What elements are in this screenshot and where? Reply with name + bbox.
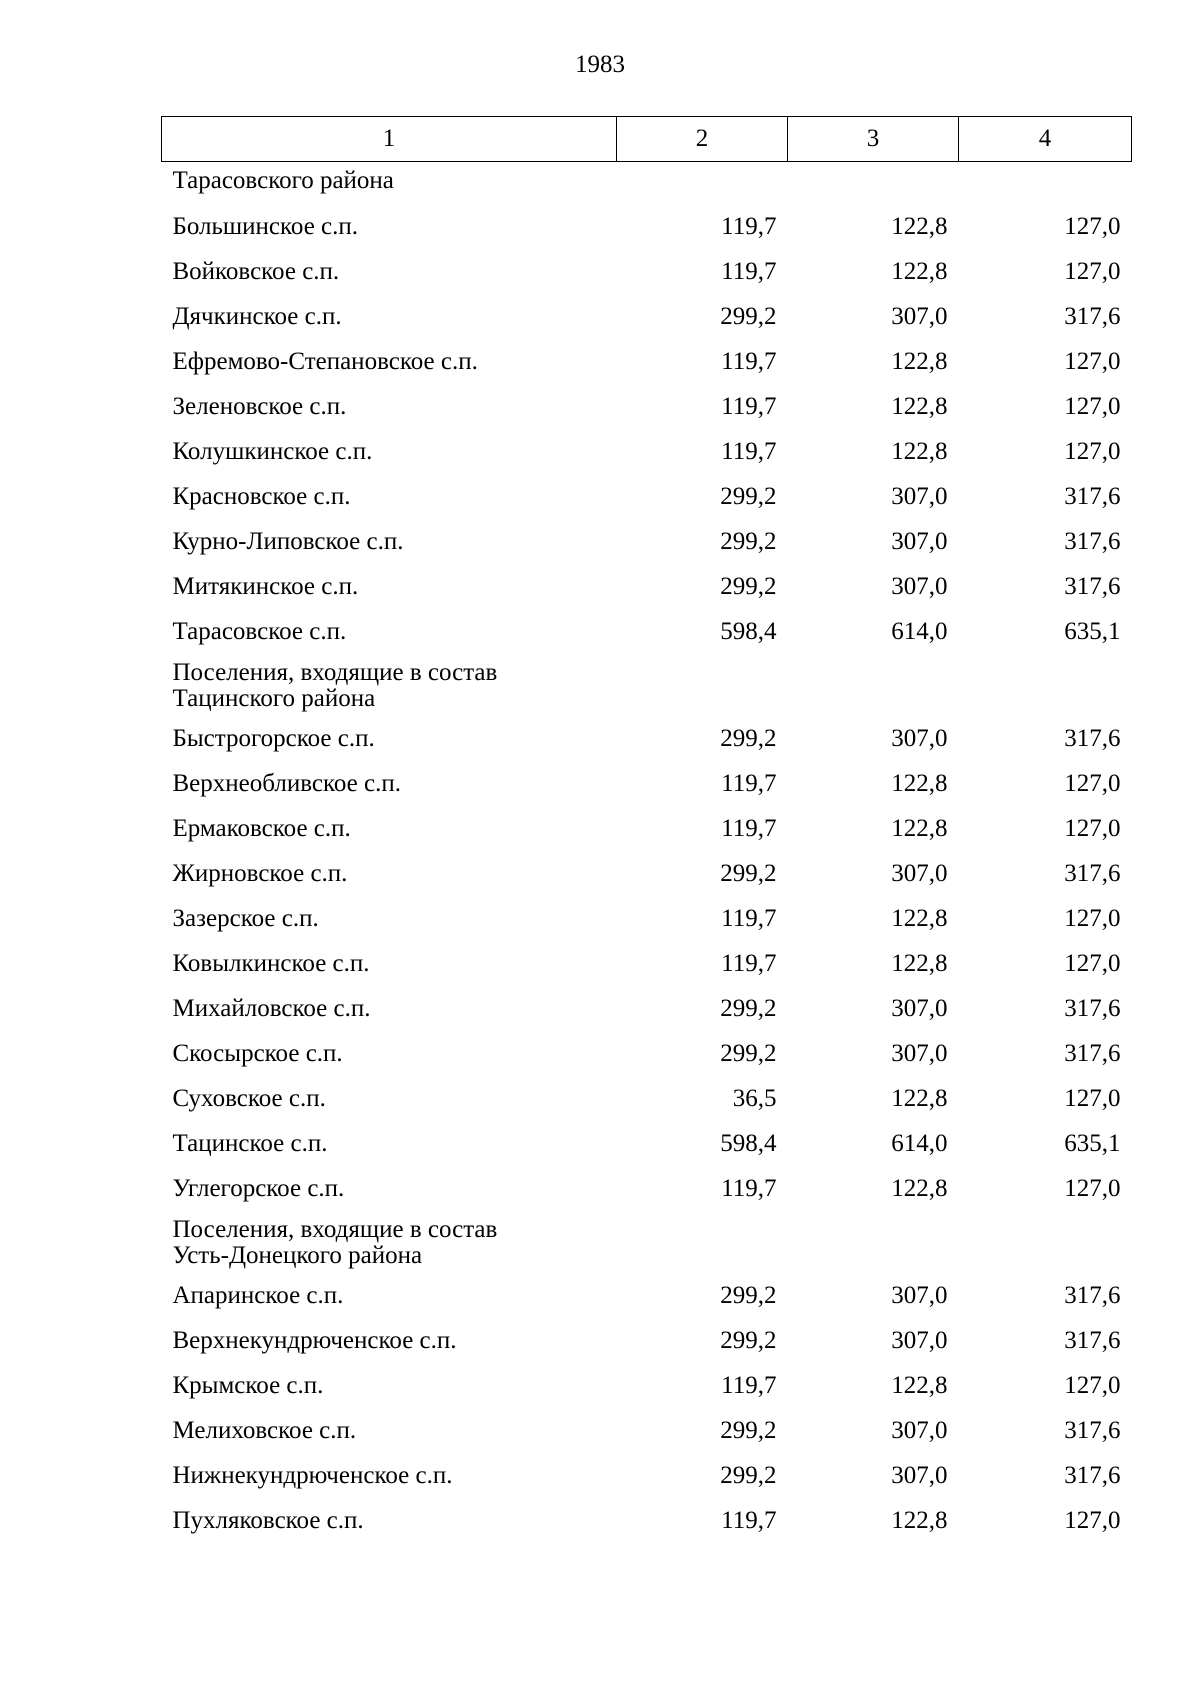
settlement-name-cell: Ермаковское с.п.: [172, 814, 351, 842]
table-row: [162, 564, 1132, 609]
value-col-3-cell: 307,0: [891, 994, 948, 1022]
value-col-2-cell: 299,2: [720, 1039, 777, 1067]
value-col-3-cell: 122,8: [891, 949, 948, 977]
value-col-3-cell: 122,8: [891, 212, 948, 240]
value-col-3-cell: 307,0: [891, 1039, 948, 1067]
table-row: [162, 1453, 1132, 1498]
settlement-name-cell: Дячкинское с.п.: [172, 302, 342, 330]
value-col-4-cell: 317,6: [1064, 1326, 1121, 1354]
value-col-4-cell: 317,6: [1064, 572, 1121, 600]
table-row: [162, 249, 1132, 294]
value-col-3-cell: 122,8: [891, 257, 948, 285]
group-title-line: Поселения, входящие в состав: [172, 1216, 498, 1243]
table-body: [162, 162, 1132, 1544]
value-col-4-cell: 317,6: [1064, 482, 1121, 510]
value-col-4-cell: 317,6: [1064, 1281, 1121, 1309]
settlement-name-cell: Курно-Липовское с.п.: [172, 527, 404, 555]
value-col-4-cell: 317,6: [1064, 1461, 1121, 1489]
table-row: [162, 716, 1132, 761]
value-col-4-cell: 317,6: [1064, 724, 1121, 752]
settlement-name-cell: Суховское с.п.: [172, 1084, 326, 1112]
group-title: [162, 1211, 1132, 1273]
value-col-4-cell: 317,6: [1064, 994, 1121, 1022]
value-col-3-cell: 122,8: [891, 1084, 948, 1112]
settlement-name-cell: Михайловское с.п.: [172, 994, 371, 1022]
value-col-3-cell: 307,0: [891, 527, 948, 555]
value-col-2-cell: 119,7: [721, 814, 777, 842]
table-row: [162, 851, 1132, 896]
settlement-name-cell: Тарасовское с.п.: [172, 617, 347, 645]
value-col-4-cell: 127,0: [1064, 347, 1121, 375]
value-col-2-cell: 299,2: [720, 527, 777, 555]
value-col-3-cell: 307,0: [891, 1461, 948, 1489]
table-row: [162, 896, 1132, 941]
settlement-name-cell: Углегорское с.п.: [172, 1174, 345, 1202]
value-col-3-cell: 614,0: [891, 1129, 948, 1157]
value-col-3-cell: 122,8: [891, 1506, 948, 1534]
group-title: [162, 654, 1132, 716]
settlement-name-cell: Быстрогорское с.п.: [172, 724, 375, 752]
value-col-4-cell: 317,6: [1064, 1416, 1121, 1444]
value-col-3-cell: 307,0: [891, 1416, 948, 1444]
table-row: [162, 204, 1132, 249]
group-title-line: Тарасовского района: [172, 167, 394, 194]
data-table: [161, 116, 1132, 1543]
settlement-name-cell: Митякинское с.п.: [172, 572, 359, 600]
value-col-4-cell: 127,0: [1064, 769, 1121, 797]
table-row: [162, 1121, 1132, 1166]
settlement-name-cell: Мелиховское с.п.: [172, 1416, 357, 1444]
value-col-4-cell: 317,6: [1064, 859, 1121, 887]
settlement-name-cell: Войковское с.п.: [172, 257, 340, 285]
table-row: [162, 1318, 1132, 1363]
settlement-name-cell: Верхнекундрюченское с.п.: [172, 1326, 457, 1354]
value-col-4-cell: 127,0: [1064, 904, 1121, 932]
value-col-4-cell: 317,6: [1064, 527, 1121, 555]
value-col-2-cell: 299,2: [720, 572, 777, 600]
column-header-3: 3: [788, 117, 959, 162]
table-row: [162, 806, 1132, 851]
settlement-name-cell: Колушкинское с.п.: [172, 437, 373, 465]
table-header: [162, 117, 1132, 162]
value-col-2-cell: 119,7: [721, 1506, 777, 1534]
value-col-3-cell: 122,8: [891, 814, 948, 842]
header-row: [162, 117, 1132, 162]
value-col-2-cell: 119,7: [721, 437, 777, 465]
value-col-3-cell: 614,0: [891, 617, 948, 645]
settlement-name-cell: Апаринское с.п.: [172, 1281, 344, 1309]
table-row: [162, 429, 1132, 474]
table-row: [162, 1273, 1132, 1318]
value-col-2-cell: 299,2: [720, 1326, 777, 1354]
value-col-3-cell: 307,0: [891, 1281, 948, 1309]
value-col-3-cell: 122,8: [891, 392, 948, 420]
settlement-name-cell: Ефремово-Степановское с.п.: [172, 347, 478, 375]
value-col-3-cell: 122,8: [891, 1174, 948, 1202]
group-title: [162, 162, 1132, 205]
settlement-name-cell: Нижнекундрюченское с.п.: [172, 1461, 453, 1489]
value-col-2-cell: 119,7: [721, 769, 777, 797]
settlement-name-cell: Красновское с.п.: [172, 482, 351, 510]
settlement-name-cell: Крымское с.п.: [172, 1371, 324, 1399]
settlement-name-cell: Ковылкинское с.п.: [172, 949, 370, 977]
value-col-3-cell: 307,0: [891, 572, 948, 600]
settlement-name-cell: Зазерское с.п.: [172, 904, 319, 932]
settlement-name-cell: Верхнеобливское с.п.: [172, 769, 401, 797]
table-row: [162, 1031, 1132, 1076]
value-col-4-cell: 127,0: [1064, 257, 1121, 285]
value-col-3-cell: 307,0: [891, 302, 948, 330]
settlement-name-cell: Тацинское с.п.: [172, 1129, 328, 1157]
table-row: [162, 519, 1132, 564]
value-col-4-cell: 127,0: [1064, 949, 1121, 977]
value-col-4-cell: 317,6: [1064, 1039, 1121, 1067]
table-row: [162, 339, 1132, 384]
table-row: [162, 1408, 1132, 1453]
value-col-4-cell: 635,1: [1064, 617, 1121, 645]
value-col-3-cell: 122,8: [891, 1371, 948, 1399]
value-col-2-cell: 119,7: [721, 949, 777, 977]
settlement-name-cell: Пухляковское с.п.: [172, 1506, 364, 1534]
value-col-3-cell: 307,0: [891, 482, 948, 510]
value-col-2-cell: 299,2: [720, 994, 777, 1022]
value-col-2-cell: 299,2: [720, 724, 777, 752]
value-col-2-cell: 299,2: [720, 859, 777, 887]
value-col-2-cell: 119,7: [721, 347, 777, 375]
value-col-2-cell: 299,2: [720, 1416, 777, 1444]
value-col-2-cell: 119,7: [721, 392, 777, 420]
settlement-name-cell: Зеленовское с.п.: [172, 392, 347, 420]
value-col-3-cell: 307,0: [891, 1326, 948, 1354]
table-row: [162, 474, 1132, 519]
table-row: [162, 384, 1132, 429]
table-row: [162, 761, 1132, 806]
group-title-line: Поселения, входящие в состав: [172, 659, 498, 686]
column-header-4: 4: [959, 117, 1132, 162]
column-header-1: 1: [162, 117, 617, 162]
value-col-3-cell: 122,8: [891, 904, 948, 932]
table-row: [162, 1166, 1132, 1211]
value-col-4-cell: 127,0: [1064, 814, 1121, 842]
value-col-4-cell: 127,0: [1064, 1174, 1121, 1202]
value-col-2-cell: 299,2: [720, 482, 777, 510]
value-col-2-cell: 299,2: [720, 302, 777, 330]
table-row: [162, 609, 1132, 654]
group-header-row: [162, 654, 1132, 716]
page-number: 1983: [575, 51, 625, 78]
value-col-2-cell: 119,7: [721, 1174, 777, 1202]
table-row: [162, 941, 1132, 986]
group-header-row: [162, 162, 1132, 205]
value-col-4-cell: 127,0: [1064, 1084, 1121, 1112]
settlement-name-cell: Жирновское с.п.: [172, 859, 348, 887]
value-col-3-cell: 122,8: [891, 347, 948, 375]
group-title-line: Тацинского района: [172, 685, 376, 712]
value-col-2-cell: 119,7: [721, 1371, 777, 1399]
group-title-line: Усть-Донецкого района: [172, 1242, 423, 1269]
value-col-3-cell: 122,8: [891, 769, 948, 797]
value-col-2-cell: 299,2: [720, 1281, 777, 1309]
value-col-4-cell: 317,6: [1064, 302, 1121, 330]
settlement-name-cell: Скосырское с.п.: [172, 1039, 343, 1067]
column-header-2: 2: [617, 117, 788, 162]
value-col-2-cell: 36,5: [732, 1084, 777, 1112]
value-col-4-cell: 127,0: [1064, 392, 1121, 420]
table-row: [162, 1498, 1132, 1543]
value-col-2-cell: 119,7: [721, 904, 777, 932]
value-col-3-cell: 122,8: [891, 437, 948, 465]
value-col-2-cell: 119,7: [721, 212, 777, 240]
value-col-2-cell: 598,4: [720, 1129, 777, 1157]
table-row: [162, 294, 1132, 339]
table-row: [162, 986, 1132, 1031]
value-col-2-cell: 299,2: [720, 1461, 777, 1489]
value-col-2-cell: 598,4: [720, 617, 777, 645]
value-col-2-cell: 119,7: [721, 257, 777, 285]
group-header-row: [162, 1211, 1132, 1273]
value-col-4-cell: 127,0: [1064, 212, 1121, 240]
settlement-name-cell: Большинское с.п.: [172, 212, 359, 240]
value-col-3-cell: 307,0: [891, 724, 948, 752]
value-col-3-cell: 307,0: [891, 859, 948, 887]
value-col-4-cell: 127,0: [1064, 1371, 1121, 1399]
value-col-4-cell: 127,0: [1064, 437, 1121, 465]
table-row: [162, 1076, 1132, 1121]
value-col-4-cell: 127,0: [1064, 1506, 1121, 1534]
value-col-4-cell: 635,1: [1064, 1129, 1121, 1157]
table-row: [162, 1363, 1132, 1408]
